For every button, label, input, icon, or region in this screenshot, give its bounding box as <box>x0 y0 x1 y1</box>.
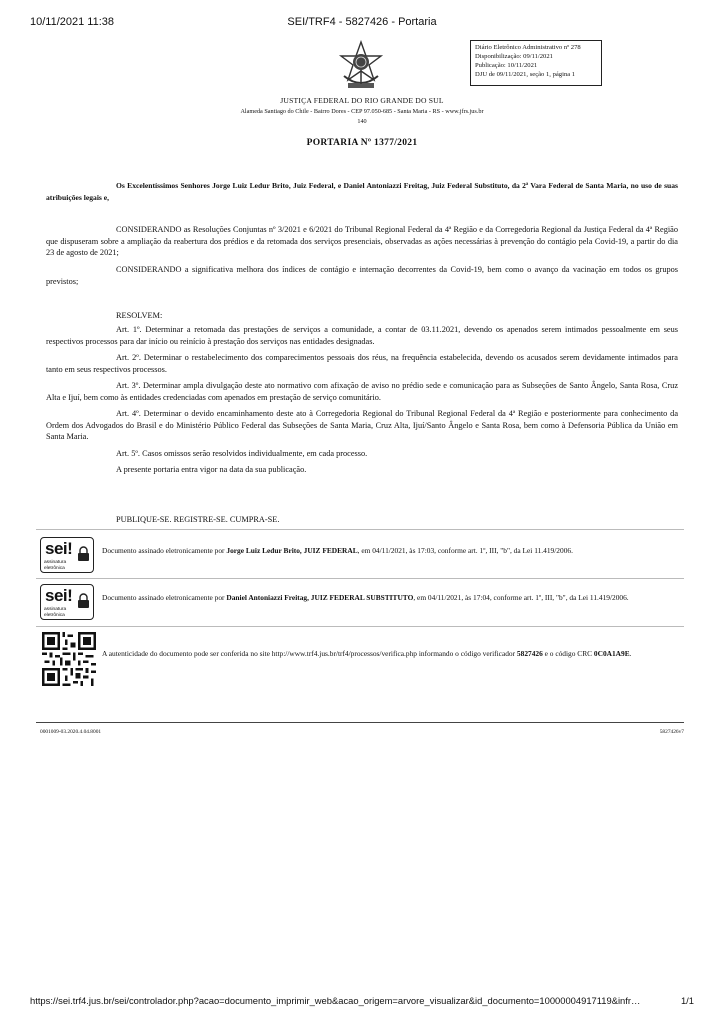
lock-icon <box>77 546 90 562</box>
sei-signature-logo <box>40 537 94 573</box>
process-number: 0001009-03.2020.4.04.8001 <box>40 729 102 735</box>
divider <box>36 722 684 723</box>
qr-code-icon <box>42 632 96 686</box>
article-paragraph: Art. 3º. Determinar ampla divulgação deste ato normativo com afixação de aviso no prédio sede e comunicação para as Subseções de Santo Ângelo, Santa Rosa, Cruz Alta e Ijuí, bem como às entidades credenciadas com apenados em prestação de serviço comunitário. <box>46 381 678 402</box>
stamp-line: Disponibilização: 09/11/2021 <box>475 53 553 60</box>
lock-icon <box>77 593 90 609</box>
crc-code: 0C0A1A9E <box>593 649 630 658</box>
verification-text: A autenticidade do documento pode ser conferida no site http://www.trf4.jus.br/trf4/processos/verifica.php informando o código verificador 5827426 e o código CRC 0C0A1A9E. <box>102 649 632 658</box>
signer-name: Daniel Antoniazzi Freitag, JUIZ FEDERAL SUBSTITUTO <box>226 593 414 602</box>
article-paragraph: Art. 5º. Casos omissos serão resolvidos individualmente, em cada processo. <box>116 449 368 458</box>
print-page-number: 1/1 <box>680 995 694 1006</box>
divider <box>36 529 684 530</box>
document-title: PORTARIA Nº 1377/2021 <box>306 138 418 148</box>
stamp-line: DJU de 09/11/2021, seção 1, página 1 <box>475 71 576 78</box>
coat-of-arms-icon <box>336 40 386 92</box>
signer-name: Jorge Luiz Ledur Brito, JUIZ FEDERAL <box>226 546 358 555</box>
article-paragraph: Art. 1º. Determinar a retomada das prestações de serviços a comunidade, a contar de 03.11.2021, devendo os apenados serem intimados pessoalmente em seus respectivos processos para dar início ou reinício à prestação dos serviços nas entidades designadas. <box>46 325 678 346</box>
considerando-paragraph: CONSIDERANDO a significativa melhora dos índices de contágio e internação decorrentes da Covid-19, bem como o avanço da vacinação em todos os grupos previstos; <box>46 265 678 286</box>
sei-logo-text: sei! <box>45 586 73 605</box>
divider <box>36 578 684 579</box>
resolvem-heading: RESOLVEM: <box>116 311 163 320</box>
intro-paragraph: Os Excelentíssimos Senhores Jorge Luiz Ledur Brito, Juiz Federal, e Daniel Antoniazzi Freitag, Juiz Federal Substituto, da 2ª Vara Federal de Santa Maria, no uso de suas atribuições legais e, <box>46 181 678 202</box>
sei-signature-logo <box>40 584 94 620</box>
article-paragraph: Art. 2º. Determinar o restabelecimento dos comparecimentos pessoais dos réus, na frequência estabelecida, devendo os acusados serem devidamente intimados para tanto em seus respectivos processos. <box>46 353 678 374</box>
signature-text: Documento assinado eletronicamente por Jorge Luiz Ledur Brito, JUIZ FEDERAL, em 04/11/2021, às 17:03, conforme art. 1º, III, "b", da Lei 11.419/2006. <box>102 546 573 555</box>
divider <box>36 626 684 627</box>
signature-text: Documento assinado eletronicamente por Daniel Antoniazzi Freitag, JUIZ FEDERAL SUBSTITUTO, em 04/11/2021, às 17:04, conforme art. 1º, III, "b", da Lei 11.419/2006. <box>102 593 629 602</box>
vigor-paragraph: A presente portaria entra vigor na data da sua publicação. <box>116 465 307 474</box>
print-url: https://sei.trf4.jus.br/sei/controlador.php?acao=documento_imprimir_web&acao_origem=arvore_visualizar&id_documento=10000004917119&infr… <box>30 995 641 1006</box>
document-version: 5827426v7 <box>659 729 684 735</box>
print-title: SEI/TRF4 - 5827426 - Portaria <box>287 16 437 28</box>
print-datetime: 10/11/2021 11:38 <box>30 16 115 28</box>
sei-logo-subtitle: assinatura eletrônica <box>44 607 67 618</box>
publication-stamp <box>470 40 602 86</box>
sei-logo-text: sei! <box>45 539 73 558</box>
article-paragraph: Art. 4º. Determinar o devido encaminhamento deste ato à Corregedoria Regional do Tribunal Regional Federal da 4ª Região e posteriormente para conhecimento da Ordem dos Advogados do Brasil e do Ministério Público Federal das Subseções de Santa Maria, Cruz Alta, Ijuí/Santo Ângelo e Santa Rosa, bem como à Defensoria Pública da União em Santa Maria. <box>46 409 678 442</box>
considerando-paragraph: CONSIDERANDO as Resoluções Conjuntas nº 3/2021 e 6/2021 do Tribunal Regional Federal da 4ª Região e da Corregedoria Regional da Justiça Federal da 4ª Região que dispuseram sobre a ampliação da reabertura dos prédios e da retomada dos serviços presenciais, observadas as ações necessárias à prevenção do contágio pela Covid-19, a partir do dia 23 de agosto de 2021; <box>46 225 678 258</box>
stamp-line: Diário Eletrônico Administrativo nº 278 <box>475 44 581 51</box>
sei-logo-subtitle: assinatura eletrônica <box>44 560 67 571</box>
court-name: JUSTIÇA FEDERAL DO RIO GRANDE DO SUL <box>280 96 444 105</box>
court-address: Alameda Santiago do Chile - Bairro Dores - CEP 97.050-685 - Santa Maria - RS - www.jfrs.jus.br <box>240 108 484 115</box>
stamp-line: Publicação: 10/11/2021 <box>475 62 538 69</box>
verification-code: 5827426 <box>516 649 543 658</box>
closing-formula: PUBLIQUE-SE. REGISTRE-SE. CUMPRA-SE. <box>116 515 280 524</box>
court-code: 140 <box>357 118 367 125</box>
